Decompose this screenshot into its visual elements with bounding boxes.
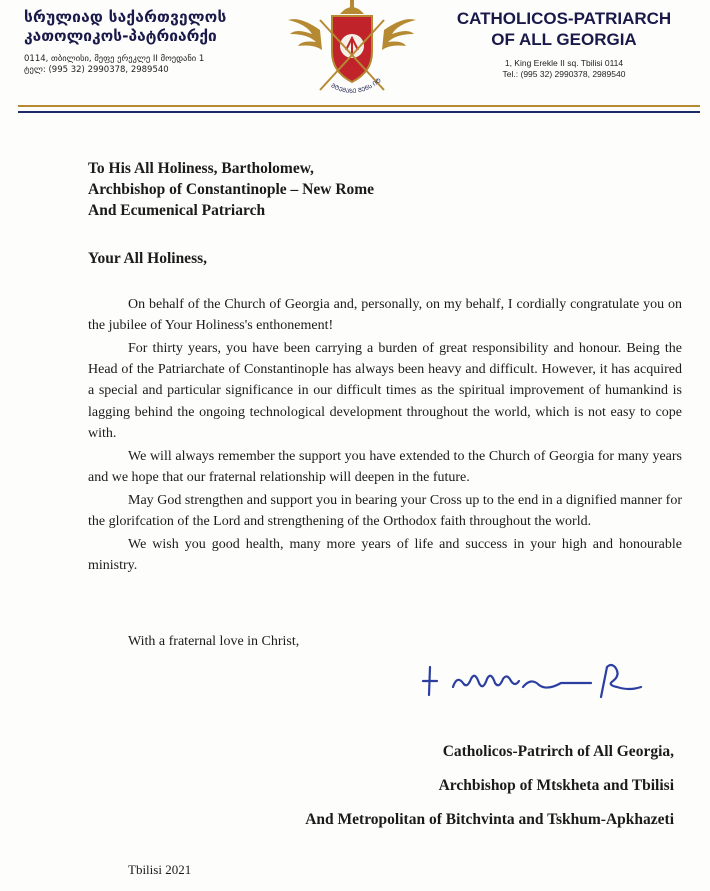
letterhead-blue-rule	[18, 111, 700, 113]
salutation: Your All Holiness,	[88, 250, 208, 267]
letterhead-georgian-phone: ტელ: (995 32) 2990378, 2989540	[24, 65, 169, 75]
signatory-line-1: Catholicos-Patrirch of All Georgia,	[442, 743, 674, 760]
handwritten-signature	[415, 657, 660, 702]
emblem-motto: ᲛᲢᲔᲛᲐᲖᲔ ᲨᲔᲜᲡ ᲘᲢ	[329, 76, 383, 96]
letterhead-english-phone: Tel.: (995 32) 2990378, 2989540	[502, 69, 626, 79]
letterhead-english-address: 1, King Erekle II sq. Tbilisi 0114	[504, 58, 624, 68]
letterhead-english-title-2: OF ALL GEORGIA	[491, 30, 637, 49]
letter-body	[88, 294, 682, 578]
body-paragraph: We wish you good health, many more years of life and success in your high and honourable ministry.	[88, 536, 682, 573]
letterhead-georgian-title-2: კათოლიკოს-პატრიარქი	[24, 27, 217, 45]
body-paragraph: On behalf of the Church of Georgia and, personally, on my behalf, I cordially congratulate you on the jubilee of Your Holiness's enthonement!	[88, 297, 682, 334]
signatory-line-3: And Metropolitan of Bitchvinta and Tskhum-Apkhazeti	[305, 811, 674, 828]
patriarchate-emblem	[282, 0, 422, 104]
letterhead-english-title-1: CATHOLICOS-PATRIARCH	[456, 9, 672, 28]
letterhead-georgian-address: 0114, თბილისი, მეფე ერეკლე II მოედანი 1	[24, 54, 205, 64]
body-paragraph: May God strengthen and support you in bearing your Cross up to the end in a dignified manner for the glorifcation of the Lord and strengthening of the Orthodox faith throughout the world.	[88, 492, 682, 529]
body-paragraph: We will always remember the support you have extended to the Church of Geoɾgia for many years and we hope that our fraternal relationship will deepen in the future.	[88, 448, 682, 485]
letterhead-georgian-title-1: სრულიად საქართველოს	[24, 8, 227, 26]
recipient-line-3: And Ecumenical Patriarch	[88, 202, 266, 219]
place-and-date: Tbilisi 2021	[128, 862, 192, 877]
recipient-line-2: Archbishop of Constantinople – New Rome	[88, 181, 375, 198]
signatory-line-2: Archbishop of Mtskheta and Tbilisi	[438, 777, 674, 794]
closing-line: With a fraternal love in Christ,	[128, 634, 300, 649]
body-paragraph: For thirty years, you have been carrying a burden of great responsibility and honour. Being the Head of the Patriarchate of Constantinople has always been heavy and difficult. However, it has acquired a special and particular significance in our difficult times as the spiritual improvement of humankind is lagging behind the ongoing technological development throughout the world, which is not easy to cope with.	[88, 341, 682, 441]
letterhead-left	[24, 8, 274, 76]
recipient-line-1: To His All Holiness, Bartholomew,	[88, 160, 314, 177]
letterhead-gold-rule	[18, 105, 700, 107]
letterhead-right	[444, 8, 684, 80]
recipient-address	[88, 158, 374, 221]
signatory-titles	[305, 735, 674, 837]
